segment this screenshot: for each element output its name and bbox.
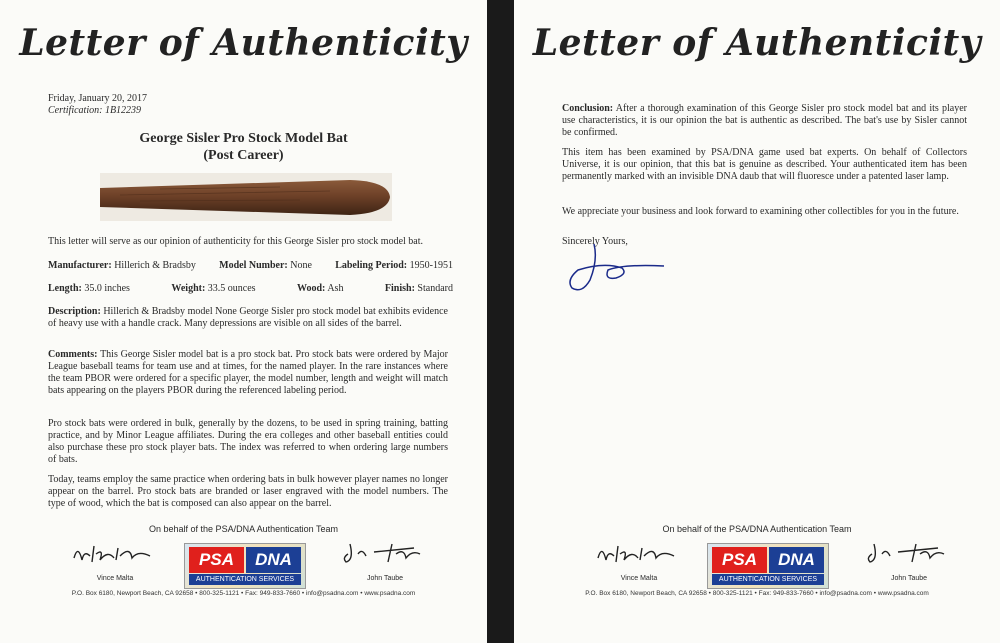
certification-label: Certification:	[48, 105, 103, 116]
description-paragraph: Description: Hillerich & Bradsby model None George Sisler pro stock model bat exhibits evidence of heavy use with a handle crack. Many depressions are visible on all sides of the barrel.	[48, 306, 448, 329]
item-title	[0, 130, 487, 164]
spec-labeling-period: Labeling Period: 1950-1951	[335, 260, 453, 271]
footer-address: P.O. Box 6180, Newport Beach, CA 92658 • 800-325-1121 • Fax: 949-833-7660 • info@psadna.com • www.psadna.com	[71, 590, 416, 597]
signature-vince-malta	[60, 540, 170, 582]
intro-paragraph: This letter will serve as our opinion of authenticity for this George Sisler pro stock model bat.	[48, 236, 424, 247]
closing-line: Sincerely Yours,	[562, 236, 628, 247]
psa-dna-logo	[707, 543, 829, 589]
bulk-paragraph: Pro stock bats were ordered in bulk, generally by the dozens, to be used in spring training, batting practice, and by Minor League affiliates. During the era colleges and other baseball entities could also purchase these pro stock player bats. The index was referred to when ordering large numbers of bats.	[48, 418, 448, 465]
signature-scribble	[864, 540, 954, 566]
signature-john-taube	[854, 540, 964, 582]
specs-row-1	[48, 260, 453, 272]
signer-name-left: Vince Malta	[620, 575, 658, 582]
signer-name-left: Vince Malta	[96, 575, 134, 582]
examined-paragraph: This item has been examined by PSA/DNA game used bat experts. On behalf of Collectors Universe, it is our opinion, that this bat is genuine as described. Your authenticated item has been permanently marked with an invisible DNA daub that will fluoresce under a patented laser lamp.	[562, 147, 967, 182]
signature-scribble	[70, 540, 160, 566]
specs-row-2	[48, 283, 453, 295]
letter-title: Letter of Authenticity	[19, 22, 468, 64]
signature-vince-malta	[584, 540, 694, 582]
logo-dna-text: DNA	[769, 547, 824, 573]
signature-john-taube	[330, 540, 440, 582]
letter-page-left	[0, 0, 487, 643]
logo-subtitle: AUTHENTICATION SERVICES	[189, 574, 301, 585]
letter-title: Letter of Authenticity	[532, 22, 982, 64]
spec-finish: Finish: Standard	[384, 283, 453, 294]
spec-manufacturer: Manufacturer: Hillerich & Bradsby	[48, 260, 196, 271]
signature-scribble	[340, 540, 430, 566]
signer-name-right: John Taube	[890, 575, 928, 582]
spec-model-number: Model Number: None	[219, 260, 312, 271]
logo-subtitle: AUTHENTICATION SERVICES	[712, 574, 824, 585]
bat-photo	[100, 173, 392, 221]
spec-weight: Weight: 33.5 ounces	[171, 283, 256, 294]
conclusion-paragraph: Conclusion: After a thorough examination of this George Sisler pro stock model bat and its player use characteristics, it is our opinion the bat is authentic as described. The bat's use by Sisler cannot be confirmed.	[562, 103, 967, 138]
item-title-line2: (Post Career)	[203, 148, 284, 163]
behalf-line: On behalf of the PSA/DNA Authentication Team	[662, 524, 852, 534]
behalf-line: On behalf of the PSA/DNA Authentication Team	[149, 524, 338, 534]
certification-line	[48, 104, 141, 117]
psa-dna-logo	[184, 543, 306, 589]
letter-page-right	[514, 0, 1000, 643]
footer-address: P.O. Box 6180, Newport Beach, CA 92658 • 800-325-1121 • Fax: 949-833-7660 • info@psadna.com • www.psadna.com	[585, 590, 929, 597]
appreciate-paragraph: We appreciate your business and look forward to examining other collectibles for you in the future.	[562, 206, 959, 217]
signature-scribble	[594, 540, 684, 566]
certification-number: 1B12239	[104, 105, 142, 116]
logo-psa-text: PSA	[189, 547, 244, 573]
today-paragraph: Today, teams employ the same practice when ordering bats in bulk however player names no longer appear on the barrel. Pro stock bats are branded or laser engraved with the model numbers. The type of wood, which the bat is composed can also appear on the barrel.	[48, 474, 448, 509]
signer-name-right: John Taube	[366, 575, 404, 582]
main-signature	[564, 240, 674, 298]
logo-psa-text: PSA	[712, 547, 767, 573]
spec-length: Length: 35.0 inches	[48, 283, 130, 294]
spec-wood: Wood: Ash	[297, 283, 344, 294]
letter-date: Friday, January 20, 2017	[48, 93, 148, 104]
item-title-line1: George Sisler Pro Stock Model Bat	[139, 131, 348, 146]
comments-paragraph: Comments: This George Sisler model bat is a pro stock bat. Pro stock bats were ordered by Major League baseball teams for team use and at times, for the named player. In the rare instances where the team PBOR were ordered for a specific player, the model number, length and weight will match bats appearing on the players PBOR during the referenced labeling period.	[48, 349, 448, 396]
logo-dna-text: DNA	[246, 547, 301, 573]
